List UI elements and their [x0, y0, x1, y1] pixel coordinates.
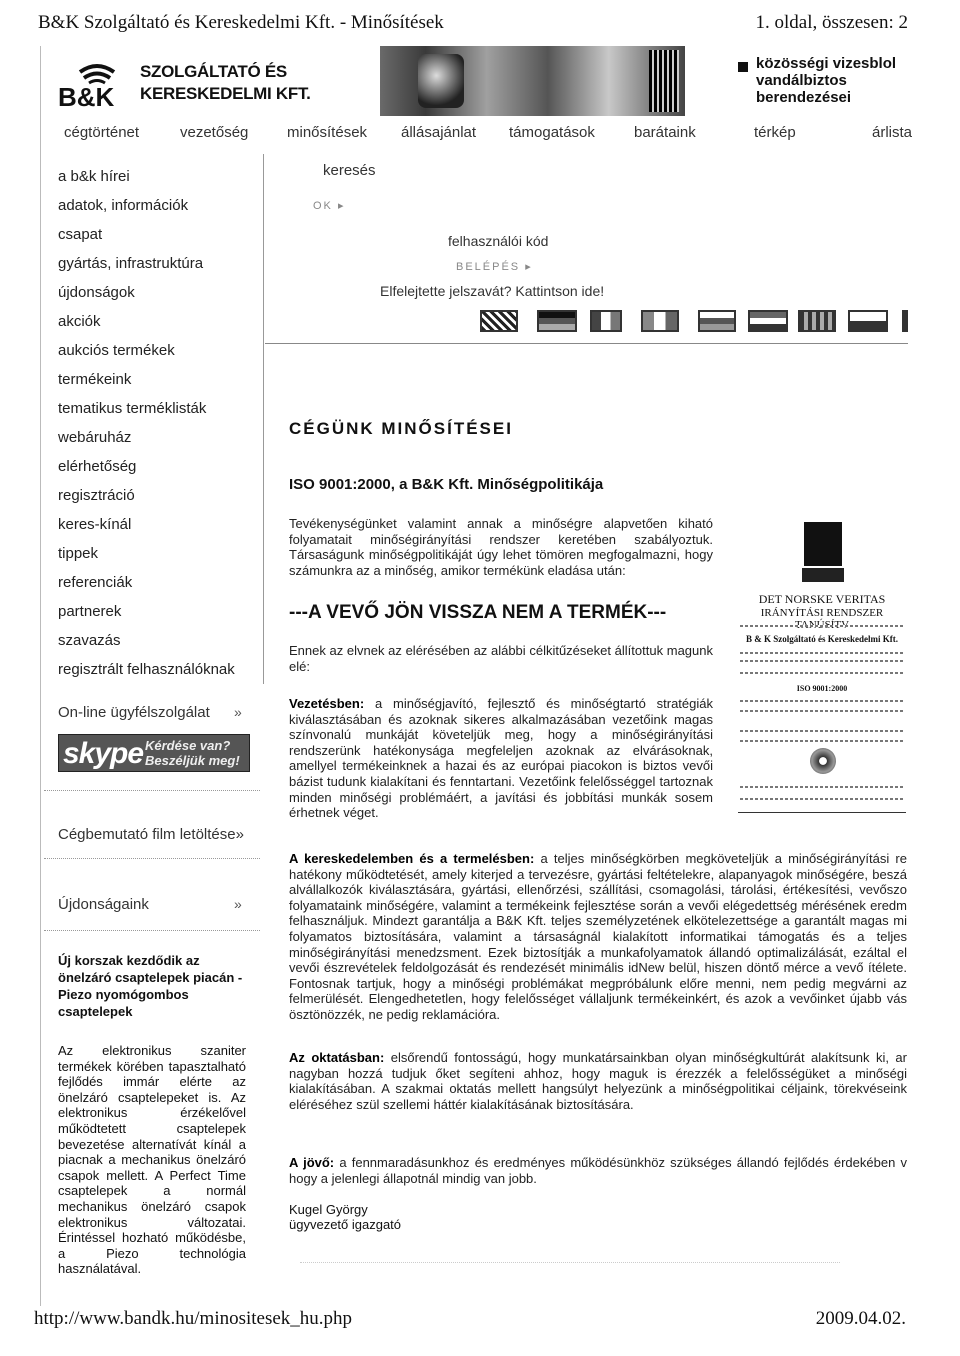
online-support-link[interactable]: On-line ügyfélszolgálat: [58, 704, 210, 721]
banner-bullet-icon: [738, 62, 748, 72]
flag-pl-icon[interactable]: [902, 310, 908, 332]
sidebar-item-marketplace[interactable]: keres-kínál: [58, 516, 132, 533]
goals-intro-paragraph: Ennek az elvnek az elérésében az alábbi célkitűzéseket állítottuk magunk elé:: [289, 643, 713, 674]
flag-cz-icon[interactable]: [848, 310, 888, 332]
print-page-number: 1. oldal, összesen: 2: [755, 12, 908, 33]
sidebar-item-team[interactable]: csapat: [58, 226, 103, 243]
flag-sk-icon[interactable]: [698, 310, 736, 332]
trade-paragraph: [289, 851, 907, 1023]
banner-line: vandálbiztos: [756, 72, 847, 89]
skype-banner[interactable]: [58, 734, 250, 772]
page-title: CÉGÜNK MINŐSÍTÉSEI: [289, 419, 513, 438]
intro-paragraph: Tevékenységünket valamint annak a minőségre alapvetően kiható folyamatait minőségirányítási rendszer keretében szabályoztuk. Társaságunk minőségpolitikáját úgy lehet tömören megfogalmazni, hogy számunkra az a minőség, amikor termékünk eladása után:: [289, 516, 713, 578]
leadership-label: Vezetésben:: [289, 696, 365, 711]
flag-en-icon[interactable]: [480, 310, 518, 332]
sidebar-item-partners[interactable]: partnerek: [58, 603, 122, 620]
sidebar-item-tips[interactable]: tippek: [58, 545, 99, 562]
trade-label: A kereskedelemben és a termelésben:: [289, 851, 535, 866]
iso-heading: ISO 9001:2000, a B&K Kft. Minőségpolitikája: [289, 476, 604, 493]
print-title: B&K Szolgáltató és Kereskedelmi Kft. - Minősítések: [38, 12, 444, 33]
education-label: Az oktatásban:: [289, 1050, 385, 1065]
skype-text: [145, 738, 240, 768]
skype-invite: Beszéljük meg!: [145, 753, 240, 768]
login-button[interactable]: BELÉPÉS ▸: [456, 261, 533, 273]
sidebar-divider: [263, 154, 264, 684]
sidebar-item-new-products[interactable]: újdonságok: [58, 284, 135, 301]
flag-fr-icon[interactable]: [590, 310, 622, 332]
certificate-standard: ISO 9001:2000: [796, 684, 848, 693]
flag-sr-icon[interactable]: [798, 310, 836, 332]
svg-text:B&K: B&K: [58, 82, 115, 108]
certificate-org: DET NORSKE VERITAS: [758, 592, 886, 606]
banner-line: közösségi vizesblol: [756, 55, 897, 72]
trade-text: a teljes minőségkörben megköveteljük a minőségirányítási re hatékony működtetését, amely kiterjed a tervezésre, gyártási feltételekre, alapanyagok minőségére, beszá alvállalkozók kiválasztására, gyártási, ellenőrzési, szállítási, csomagolási, tárolási, értékesítési, vevőszo folyamataink minőségére, valamint a termékeink fejlesztése során a vevői elégedettség mérésének eredm felhasználjuk. Mindezt garantálja a B&K Kft. teljes személyzetének elkötelezettsége a garantált magas mi folyamatos biztosítására, valamint a társaságnál kialakított informatikai támogatás és a teljes minőségirányítási menedzsment. Ezek biztosítják a munkafolyamatok állandó optimalizálását, ezáltal el vevői észrevételek feldolgozását és rendezését minimális idNew belül, hiszen döntő mérce a vevő ítélete. Fontosnak tartjuk, hogy a minőségi problémákat megpróbálunk előre menni, nem pedig megvárni az felmerülését. Elengedhetetlen, hogy felelősséget vállaljunk termékeinkért, és azok a vevőinket újabb vás ösztönözzék, ne pedig reklamációra.: [289, 851, 907, 1022]
nav-item-certifications[interactable]: minősítések: [287, 124, 368, 141]
banner-text[interactable]: [756, 55, 896, 106]
nav-item-grants[interactable]: támogatások: [509, 124, 595, 141]
news-heading[interactable]: Új korszak kezdődik az önelzáró csaptelepek piacán - Piezo nyomógombos csaptelepek: [58, 953, 243, 1019]
nav-item-history[interactable]: cégtörténet: [64, 124, 140, 141]
sidebar-item-webshop[interactable]: webáruház: [58, 429, 132, 446]
sidebar-item-info[interactable]: adatok, információk: [58, 197, 189, 214]
sidebar-item-products[interactable]: termékeink: [58, 371, 132, 388]
left-border: [40, 46, 41, 1306]
leadership-paragraph: [289, 696, 713, 821]
skype-question: Kérdése van?: [145, 738, 231, 753]
dnv-logo-bar: [802, 568, 844, 582]
certificate-image: [734, 522, 910, 824]
flag-de-icon[interactable]: [537, 310, 577, 332]
slogan: ---A VEVŐ JÖN VISSZA NEM A TERMÉK---: [289, 602, 667, 623]
sidebar-item-sales[interactable]: akciók: [58, 313, 101, 330]
banner-line: berendezései: [756, 89, 852, 106]
sidebar-item-poll[interactable]: szavazás: [58, 632, 121, 649]
print-url: http://www.bandk.hu/minositesek_hu.php: [34, 1308, 353, 1329]
logo-waves-icon: [58, 58, 136, 108]
chevron-right-icon: »: [234, 704, 242, 720]
sidebar-item-news[interactable]: a b&k hírei: [58, 168, 130, 185]
flag-it-icon[interactable]: [641, 310, 679, 332]
news-link[interactable]: Újdonságaink: [58, 896, 149, 913]
sidebar-item-production[interactable]: gyártás, infrastruktúra: [58, 255, 204, 272]
signature-title: ügyvezető igazgató: [289, 1217, 402, 1232]
certificate-company: B & K Szolgáltató és Kereskedelmi Kft.: [745, 634, 899, 644]
header-rule: [265, 343, 908, 344]
footer-divider: [300, 1262, 840, 1263]
future-text: a fennmaradásunkhoz és eredményes működésünkhöz szükséges állandó fejlődés érdekében v hogy a jelenlegi állapotnál mindig van jobb.: [289, 1155, 907, 1186]
future-label: A jövő:: [289, 1155, 335, 1170]
signature-name: Kugel György: [289, 1202, 368, 1217]
sidebar-item-auction[interactable]: aukciós termékek: [58, 342, 175, 359]
nav-item-management[interactable]: vezetőség: [180, 124, 249, 141]
divider: [44, 790, 260, 791]
login-user-label: felhasználói kód: [448, 233, 549, 249]
banner-pattern: [649, 50, 679, 112]
divider: [44, 930, 260, 931]
sidebar-item-references[interactable]: referenciák: [58, 574, 133, 591]
nav-item-map[interactable]: térkép: [754, 124, 796, 141]
future-paragraph: [289, 1155, 907, 1186]
certificate-seal-icon: [810, 748, 836, 774]
search-label: keresés: [323, 162, 376, 179]
company-film-link[interactable]: Cégbemutató film letöltése»: [58, 826, 244, 843]
search-ok-button[interactable]: OK ▸: [313, 200, 346, 212]
dnv-logo: [804, 522, 842, 566]
banner-photo[interactable]: [380, 46, 685, 116]
education-text: elsőrendű fontosságú, hogy munkatársainkban olyan minőségkultúrát alakítsunk ki, ar nagyban hozzá tudjuk őket segíteni ahhoz, hogy maguk is érezzék a felelősségüket a minőségi kialakításában. A szakmai oktatás mellett hangsúlyt helyezünk a minőségpolitikai céljaink, törekvéseink eléréséhez szül szellemi háttér kialakításának biztosítására.: [289, 1050, 907, 1112]
skype-logo: skype: [63, 737, 144, 770]
sidebar-item-registration[interactable]: regisztráció: [58, 487, 135, 504]
news-body: Az elektronikus szaniter termékek körében tapasztalható fejlődés immár elérte az önelzáró csaptelepeket is. Az elektronikus érzékelővel működtetett csaptelepek bevezetése alternatívát kínál a piacnak a mechanikus önelzáró csapok mellett. A Perfect Time csaptelepek a normál mechanikus önelzáró csapok elektronikus változatai. Érintéssel hozható működésbe, a Piezo technológia használatával.: [58, 1043, 246, 1277]
logo-text-line2: KERESKEDELMI KFT.: [140, 84, 311, 103]
faucet-image: [418, 54, 464, 108]
sidebar-item-product-lists[interactable]: tematikus terméklisták: [58, 400, 207, 417]
education-paragraph: [289, 1050, 907, 1112]
divider: [44, 858, 260, 859]
top-navigation: [0, 124, 960, 144]
sidebar-item-contact[interactable]: elérhetőség: [58, 458, 137, 475]
print-date: 2009.04.02.: [815, 1308, 906, 1329]
chevron-right-icon: »: [234, 896, 242, 912]
bk-logo[interactable]: [58, 58, 136, 108]
sidebar-item-registered-users[interactable]: regisztrált felhasználóknak: [58, 661, 235, 678]
nav-item-pricelist[interactable]: árlista: [872, 124, 913, 141]
flag-hr-icon[interactable]: [748, 310, 788, 332]
forgot-password-link[interactable]: Elfelejtette jelszavát? Kattintson ide!: [380, 283, 605, 299]
logo-text-line1: SZOLGÁLTATÓ ÉS: [140, 62, 287, 81]
nav-item-friends[interactable]: barátaink: [634, 124, 696, 141]
nav-item-jobs[interactable]: állásajánlat: [401, 124, 477, 141]
certificate-system: IRÁNYÍTÁSI RENDSZER: [760, 607, 884, 619]
leadership-text: a minőségjavító, fejlesztő és minőségtartó stratégiák kiválasztásában és azoknak sikeres alkalmazásában vezetőink magas színvonalú munkáját követeljük meg, hogy a minőségirányítási rendszerünk hatékonysága megfeleljen azoknak az elvárásoknak, amellyel termékeinknek a hazai és az európai piacokon is biztos vevői bázist tudunk kialakítani és fenntartani. Vezetőink felelősséggel tartoznak minden minőségi problémáért, a javítási és jobbítási munkák sosem érhetnek véget.: [289, 696, 713, 821]
